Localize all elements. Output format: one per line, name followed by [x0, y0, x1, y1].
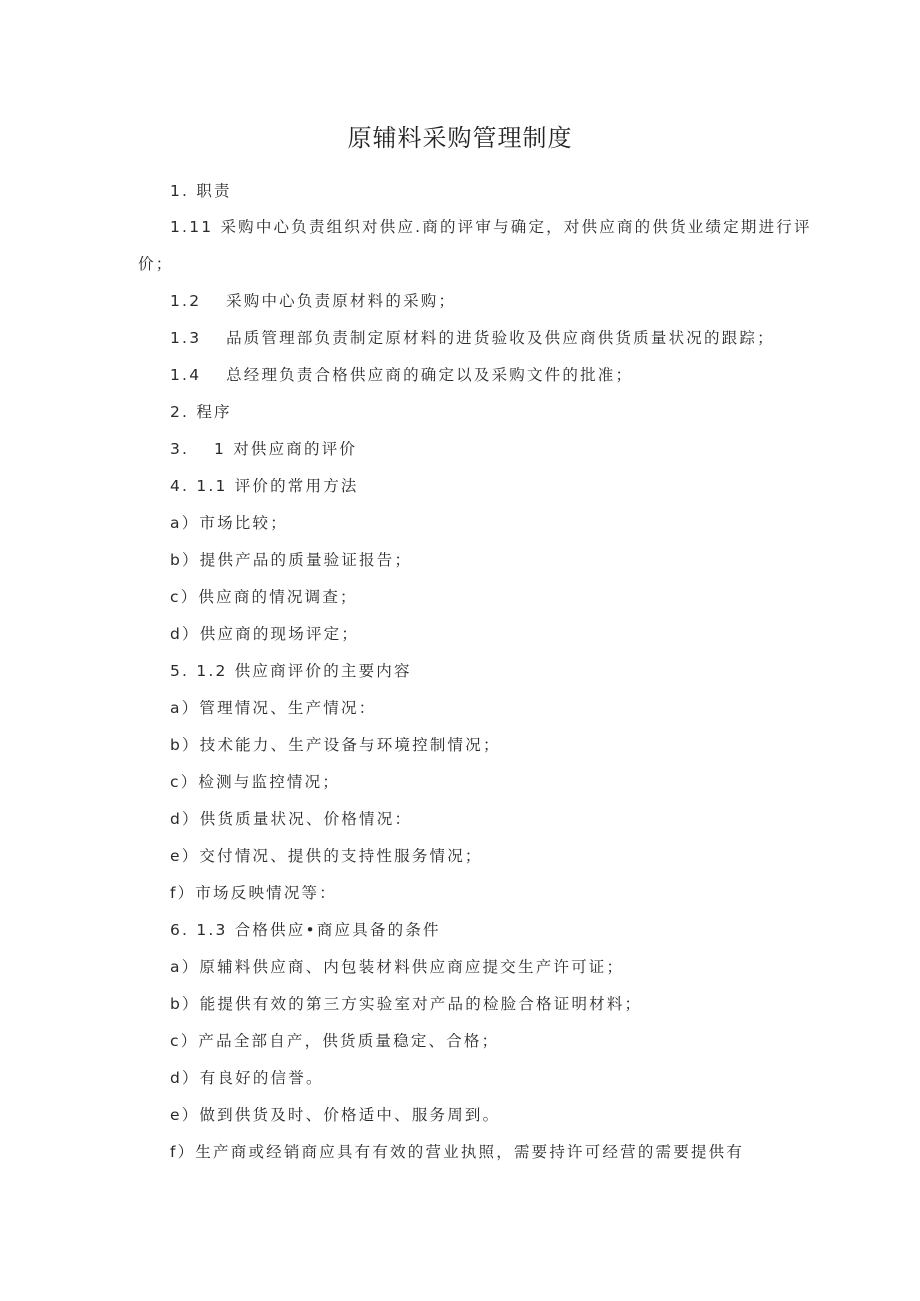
subsection-heading: 3. 1 对供应商的评价	[170, 440, 358, 458]
section-heading: 2. 程序	[170, 403, 232, 421]
list-item: d）供应商的现场评定；	[170, 625, 360, 643]
section-heading: 1. 职责	[170, 182, 232, 200]
paragraph-line: 1.4 总经理负责合格供应商的确定以及采购文件的批准；	[170, 366, 634, 384]
list-item: e）交付情况、提供的支持性服务情况；	[170, 847, 483, 865]
list-item: f）市场反映情况等：	[170, 884, 337, 902]
paragraph-line: 1.3 品质管理部负责制定原材料的进货验收及供应商供货质量状况的跟踪；	[170, 329, 775, 347]
list-item: c）供应商的情况调查；	[170, 588, 358, 606]
list-item: b）能提供有效的第三方实验室对产品的检脸合格证明材料；	[170, 995, 643, 1013]
list-item: f）生产商或经销商应具有有效的营业执照，需要持许可经营的需要提供有	[170, 1143, 745, 1161]
subsection-heading: 5. 1.2 供应商评价的主要内容	[170, 662, 412, 680]
list-item: b）提供产品的质量验证报告；	[170, 551, 413, 569]
paragraph-line: 1.11 采购中心负责组织对供应.商的评审与确定，对供应商的供货业绩定期进行评	[170, 218, 812, 236]
list-item: b）技术能力、生产设备与环境控制情况；	[170, 736, 501, 754]
list-item: d）供货质量状况、价格情况：	[170, 810, 413, 828]
subsection-heading: 6. 1.3 合格供应•商应具备的条件	[170, 921, 441, 939]
list-item: c）产品全部自产，供货质量稳定、合格；	[170, 1032, 500, 1050]
list-item: a）管理情况、生产情况：	[170, 699, 377, 717]
subsection-heading: 4. 1.1 评价的常用方法	[170, 477, 359, 495]
paragraph-line: 价；	[138, 255, 174, 273]
page-title: 原辅料采购管理制度	[347, 124, 573, 152]
list-item: a）市场比较；	[170, 514, 288, 532]
list-item: c）检测与监控情况；	[170, 773, 341, 791]
list-item: d）有良好的信誉。	[170, 1069, 324, 1087]
paragraph-line: 1.2 采购中心负责原材料的采购；	[170, 292, 457, 310]
list-item: a）原辅料供应商、内包装材料供应商应提交生产许可证；	[170, 958, 625, 976]
list-item: e）做到供货及时、价格适中、服务周到。	[170, 1106, 501, 1124]
